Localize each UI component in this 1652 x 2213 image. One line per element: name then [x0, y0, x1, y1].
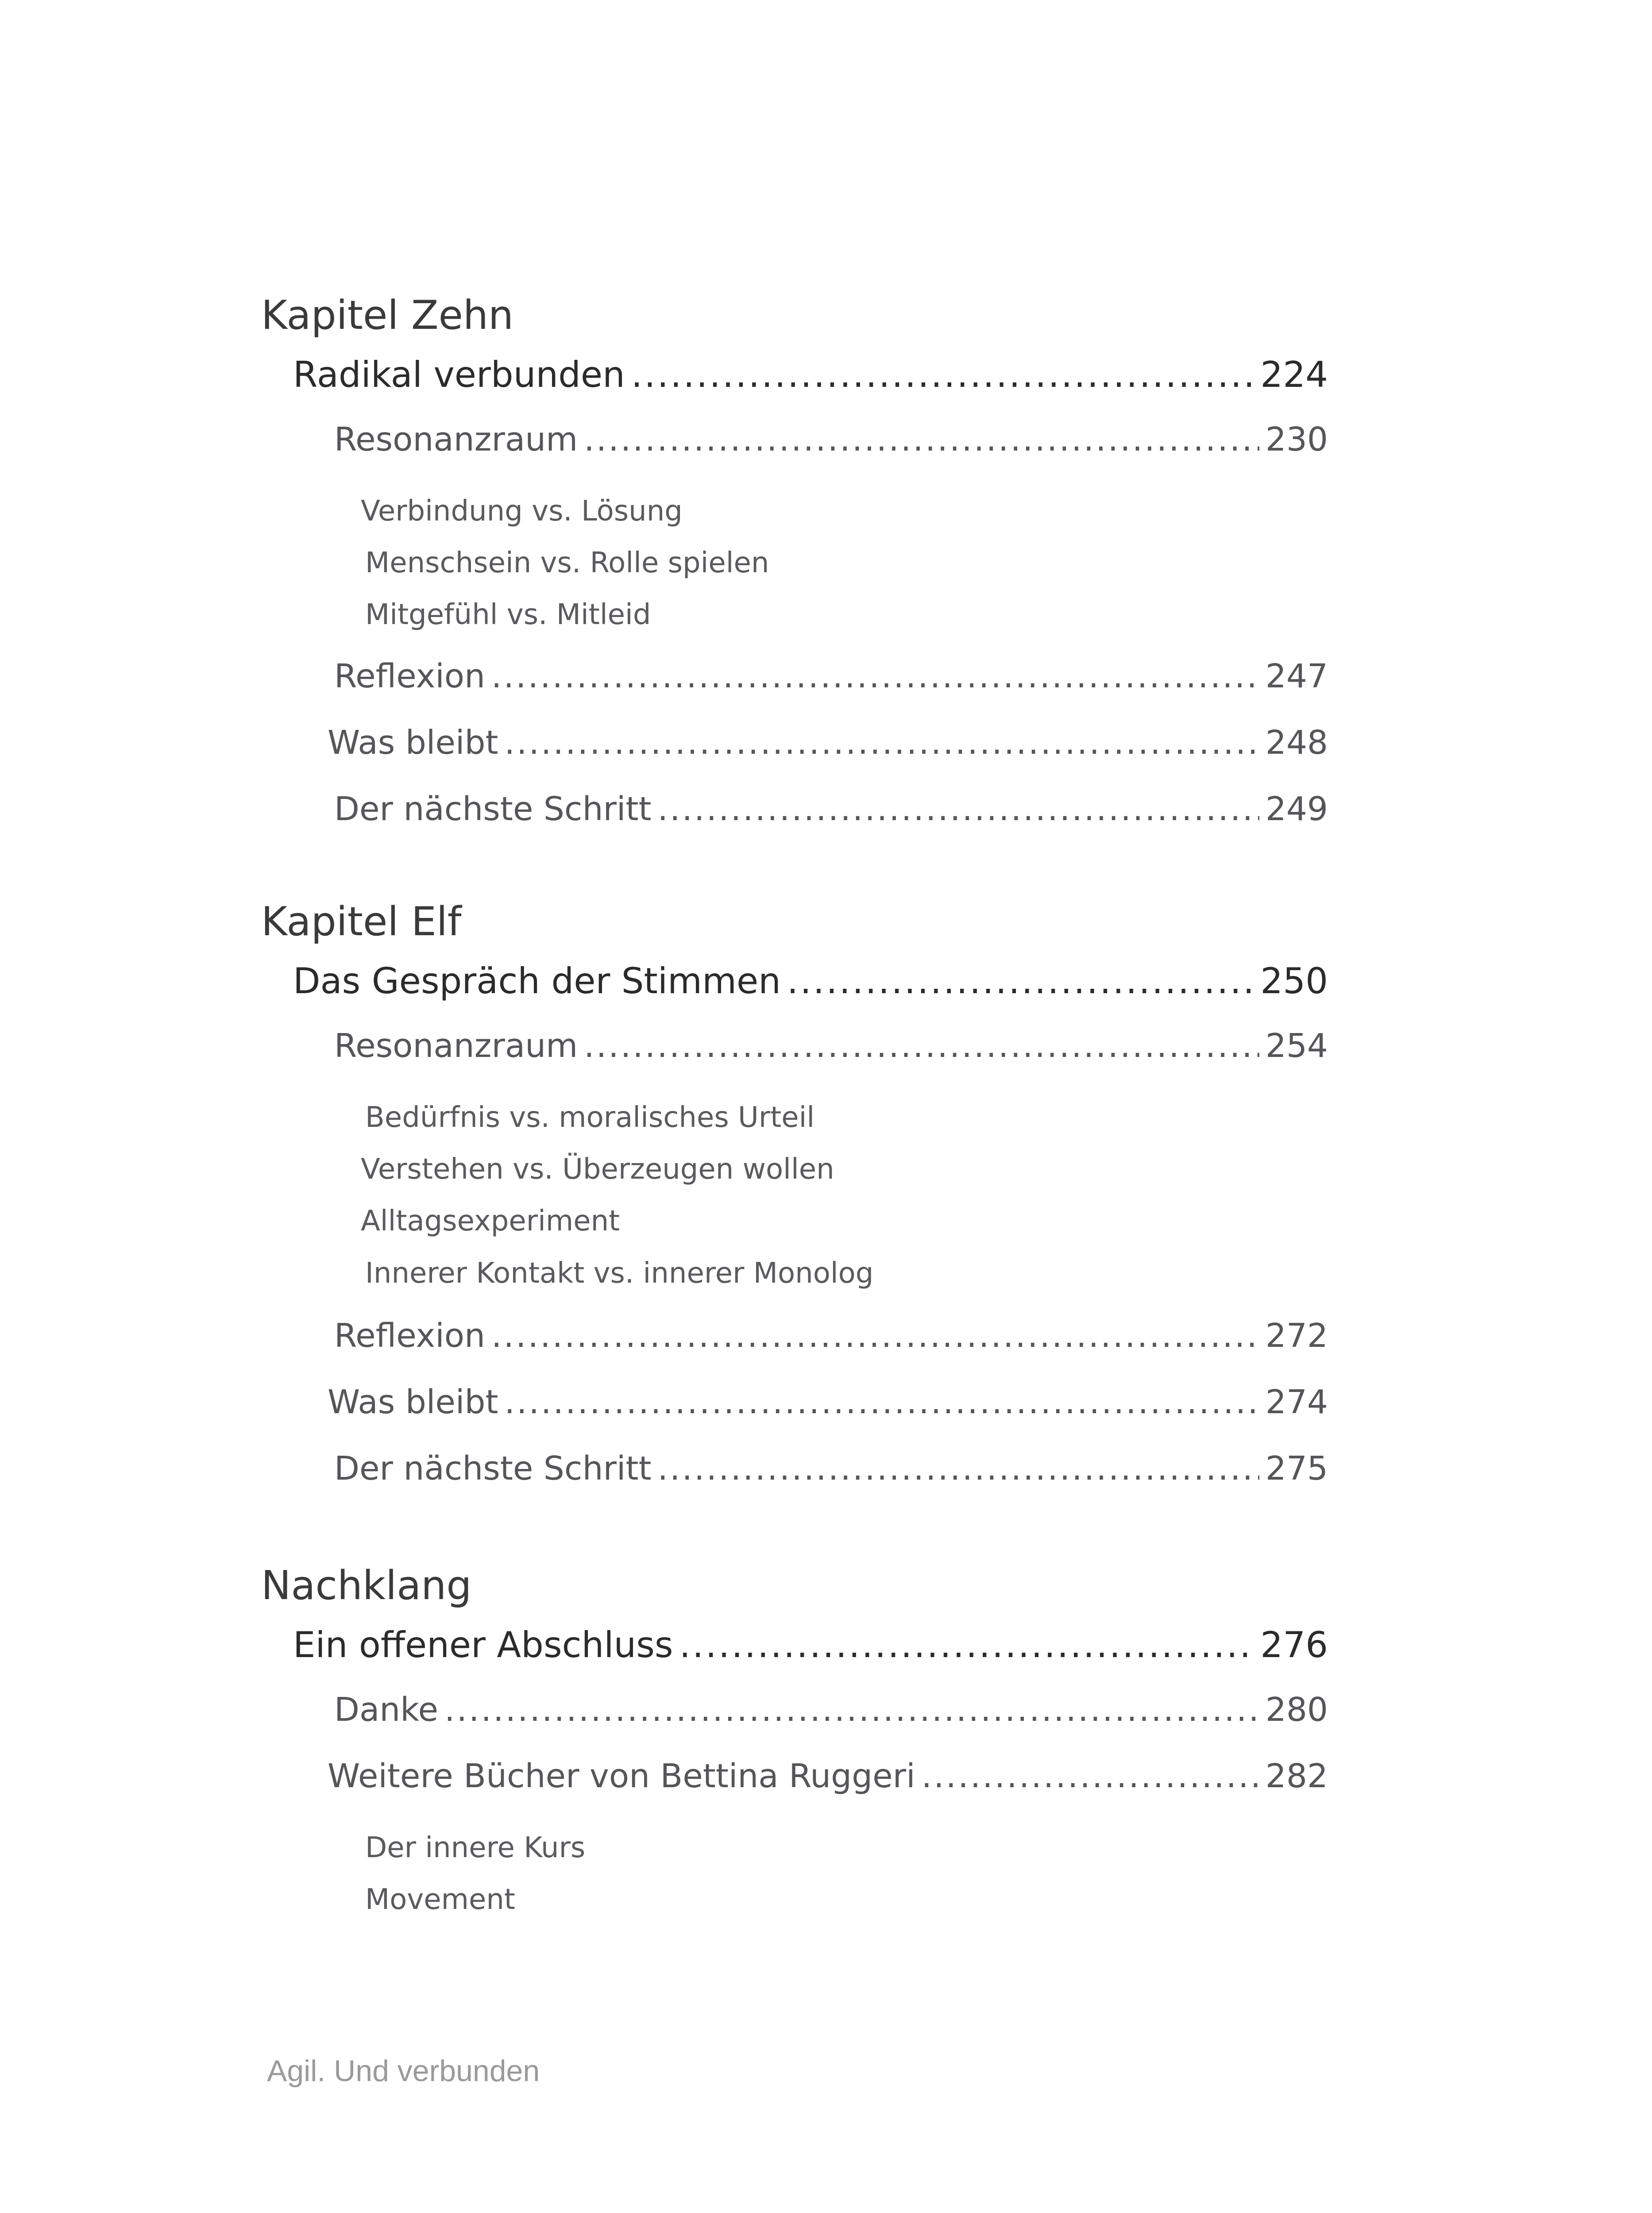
toc-subentry: Verbindung vs. Lösung [361, 495, 683, 528]
toc-entry[interactable] [334, 1317, 1328, 1355]
toc-entry-title: Reflexion [334, 1317, 485, 1355]
toc-entry-page: 272 [1265, 1317, 1328, 1355]
toc-entry-title: Resonanzraum [334, 420, 578, 459]
toc-entry-page: 275 [1265, 1450, 1328, 1488]
toc-subentry: Der innere Kurs [365, 1831, 586, 1864]
leader-dots [657, 790, 1259, 828]
leader-dots [679, 1624, 1254, 1666]
toc-entry[interactable] [328, 1757, 1328, 1795]
page-footer: Agil. Und verbunden [267, 2054, 540, 2088]
toc-entry-page: 249 [1265, 790, 1328, 828]
toc-entry[interactable] [334, 1691, 1328, 1729]
toc-entry[interactable] [334, 657, 1328, 695]
toc-entry-page: 282 [1265, 1757, 1328, 1795]
toc-entry[interactable] [334, 420, 1328, 459]
leader-dots [631, 354, 1254, 395]
toc-entry[interactable] [328, 1383, 1328, 1421]
toc-subentry: Mitgefühl vs. Mitleid [365, 598, 651, 631]
leader-dots [491, 1317, 1259, 1355]
toc-subentry: Bedürfnis vs. moralisches Urteil [365, 1101, 815, 1134]
toc-entry-title: Der nächste Schritt [334, 1450, 652, 1488]
toc-entry-page: 248 [1265, 724, 1328, 762]
toc-entry-title: Resonanzraum [334, 1027, 578, 1065]
leader-dots [504, 724, 1259, 762]
toc-entry-page: 274 [1265, 1383, 1328, 1421]
toc-entry-page: 250 [1260, 960, 1328, 1002]
leader-dots [657, 1450, 1259, 1488]
leader-dots [444, 1691, 1259, 1729]
toc-subentry: Menschsein vs. Rolle spielen [365, 547, 769, 579]
toc-entry-page: 224 [1260, 354, 1328, 395]
toc-entry-page: 254 [1265, 1027, 1328, 1065]
toc-entry-title: Danke [334, 1691, 438, 1729]
toc-entry-page: 230 [1265, 420, 1328, 459]
toc-entry-title: Was bleibt [328, 724, 498, 762]
toc-entry[interactable] [293, 354, 1328, 395]
toc-entry-title: Der nächste Schritt [334, 790, 652, 828]
toc-entry[interactable] [293, 960, 1328, 1002]
chapter-heading: Kapitel Elf [261, 898, 462, 945]
leader-dots [491, 657, 1259, 695]
toc-subentry: Movement [365, 1883, 515, 1916]
leader-dots [787, 960, 1254, 1002]
toc-subentry: Alltagsexperiment [361, 1205, 620, 1238]
toc-entry[interactable] [334, 1450, 1328, 1488]
toc-subentry: Verstehen vs. Überzeugen wollen [361, 1153, 834, 1186]
toc-entry-title: Reflexion [334, 657, 485, 695]
toc-entry[interactable] [328, 724, 1328, 762]
toc-entry[interactable] [334, 790, 1328, 828]
chapter-heading: Kapitel Zehn [261, 292, 514, 339]
leader-dots [584, 1027, 1259, 1065]
toc-entry-page: 276 [1260, 1624, 1328, 1666]
toc-entry-page: 247 [1265, 657, 1328, 695]
toc-entry[interactable] [334, 1027, 1328, 1065]
leader-dots [584, 420, 1259, 459]
leader-dots [504, 1383, 1259, 1421]
toc-entry-title: Weitere Bücher von Bettina Ruggeri [328, 1757, 915, 1795]
leader-dots [922, 1757, 1259, 1795]
toc-entry-page: 280 [1265, 1691, 1328, 1729]
toc-subentry: Innerer Kontakt vs. innerer Monolog [365, 1257, 874, 1290]
toc-entry-title: Radikal verbunden [293, 354, 625, 395]
toc-entry-title: Was bleibt [328, 1383, 498, 1421]
toc-entry[interactable] [293, 1624, 1328, 1666]
toc-entry-title: Ein offener Abschluss [293, 1624, 673, 1666]
chapter-heading: Nachklang [261, 1562, 472, 1609]
toc-entry-title: Das Gespräch der Stimmen [293, 960, 781, 1002]
